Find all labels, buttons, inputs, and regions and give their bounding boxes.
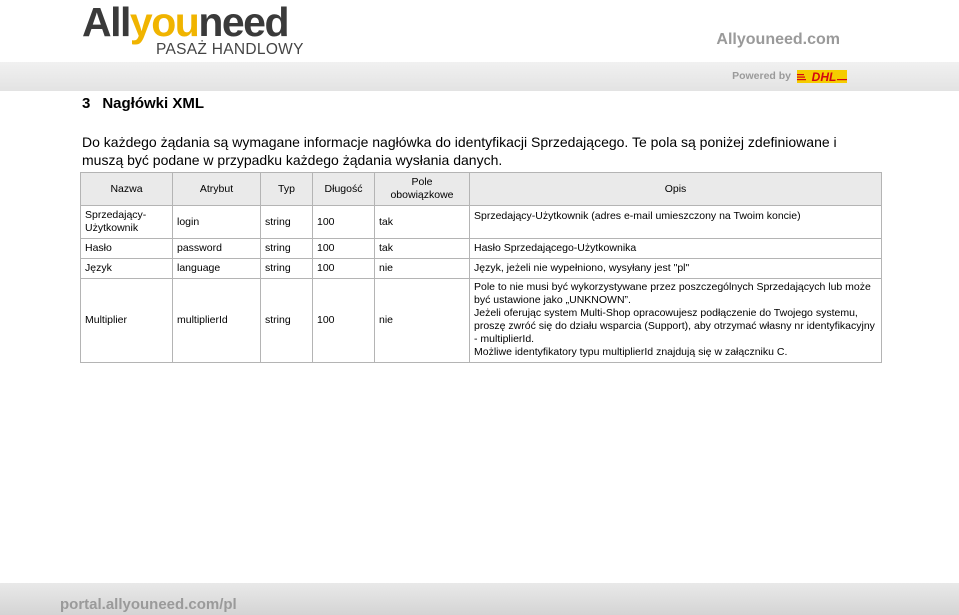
section-number: 3 <box>82 95 91 112</box>
cell-opis-line: Hasło Sprzedającego-Użytkownika <box>474 242 637 254</box>
cell-opis-line: Pole to nie musi być wykorzystywane przez poszczególnych Sprzedających lub może być ustawione jako „UNKNOWN”. <box>474 281 871 306</box>
cell-nazwa: Multiplier <box>81 279 173 363</box>
table-header-row <box>81 173 882 206</box>
footer-band <box>0 583 959 615</box>
table-row <box>81 206 882 239</box>
cell-atrybut: password <box>173 239 261 259</box>
cell-atrybut: multiplierId <box>173 279 261 363</box>
cell-nazwa: Sprzedający-Użytkownik <box>81 206 173 239</box>
intro-paragraph: Do każdego żądania są wymagane informacje nagłówka do identyfikacji Sprzedającego. Te pola są poniżej zdefiniowane i muszą być podane w przypadku każdego żądania wysłania danych. <box>82 134 837 168</box>
cell-opis <box>470 206 882 239</box>
column-header-nazwa: Nazwa <box>81 173 173 206</box>
cell-typ: string <box>261 259 313 279</box>
table-row <box>81 279 882 363</box>
column-header-opis: Opis <box>470 173 882 206</box>
cell-nazwa: Język <box>81 259 173 279</box>
section-heading <box>82 95 204 112</box>
cell-obowiazkowe: tak <box>375 206 470 239</box>
cell-obowiazkowe: nie <box>375 259 470 279</box>
cell-opis <box>470 239 882 259</box>
powered-by <box>732 68 847 84</box>
section-title: Nagłówki XML <box>102 95 205 112</box>
cell-typ: string <box>261 279 313 363</box>
footer-url[interactable]: portal.allyouneed.com/pl <box>60 596 237 613</box>
column-header-atrybut: Atrybut <box>173 173 261 206</box>
cell-dlugosc: 100 <box>313 206 375 239</box>
svg-text:DHL: DHL <box>811 69 837 83</box>
column-header-typ: Typ <box>261 173 313 206</box>
cell-obowiazkowe: tak <box>375 239 470 259</box>
column-header-pole-obowiazkowe: Pole obowiązkowe <box>375 173 470 206</box>
cell-opis-line: Język, jeżeli nie wypełniono, wysyłany jest "pl" <box>474 262 690 274</box>
logo-subtitle: PASAŻ HANDLOWY <box>156 41 304 58</box>
powered-by-label: Powered by <box>732 70 791 82</box>
cell-opis-line: Sprzedający-Użytkownik (adres e-mail umieszczony na Twoim koncie) <box>474 210 801 222</box>
allyouneed-logo[interactable] <box>82 2 304 59</box>
xml-headers-table <box>80 172 882 363</box>
table-row <box>81 259 882 279</box>
cell-atrybut: language <box>173 259 261 279</box>
cell-opis-line: Jeżeli oferując system Multi-Shop opracowujesz podłączenie do Twojego systemu, proszę zwróć się do działu wsparcia (Support), aby otrzymać własny nr identyfikacyjny - multiplierId. <box>474 307 875 345</box>
cell-typ: string <box>261 206 313 239</box>
cell-opis <box>470 279 882 363</box>
cell-typ: string <box>261 239 313 259</box>
dhl-logo <box>797 70 847 83</box>
cell-atrybut: login <box>173 206 261 239</box>
site-name: Allyouneed.com <box>716 31 840 48</box>
table-row <box>81 239 882 259</box>
cell-dlugosc: 100 <box>313 259 375 279</box>
cell-dlugosc: 100 <box>313 279 375 363</box>
cell-opis <box>470 259 882 279</box>
cell-nazwa: Hasło <box>81 239 173 259</box>
column-header-dlugosc: Długość <box>313 173 375 206</box>
cell-opis-line: Możliwe identyfikatory typu multiplierId znajdują się w załączniku C. <box>474 346 788 358</box>
powered-by-band <box>0 62 959 91</box>
logo-wordmark: Allyouneed <box>82 0 289 45</box>
cell-dlugosc: 100 <box>313 239 375 259</box>
cell-obowiazkowe: nie <box>375 279 470 363</box>
